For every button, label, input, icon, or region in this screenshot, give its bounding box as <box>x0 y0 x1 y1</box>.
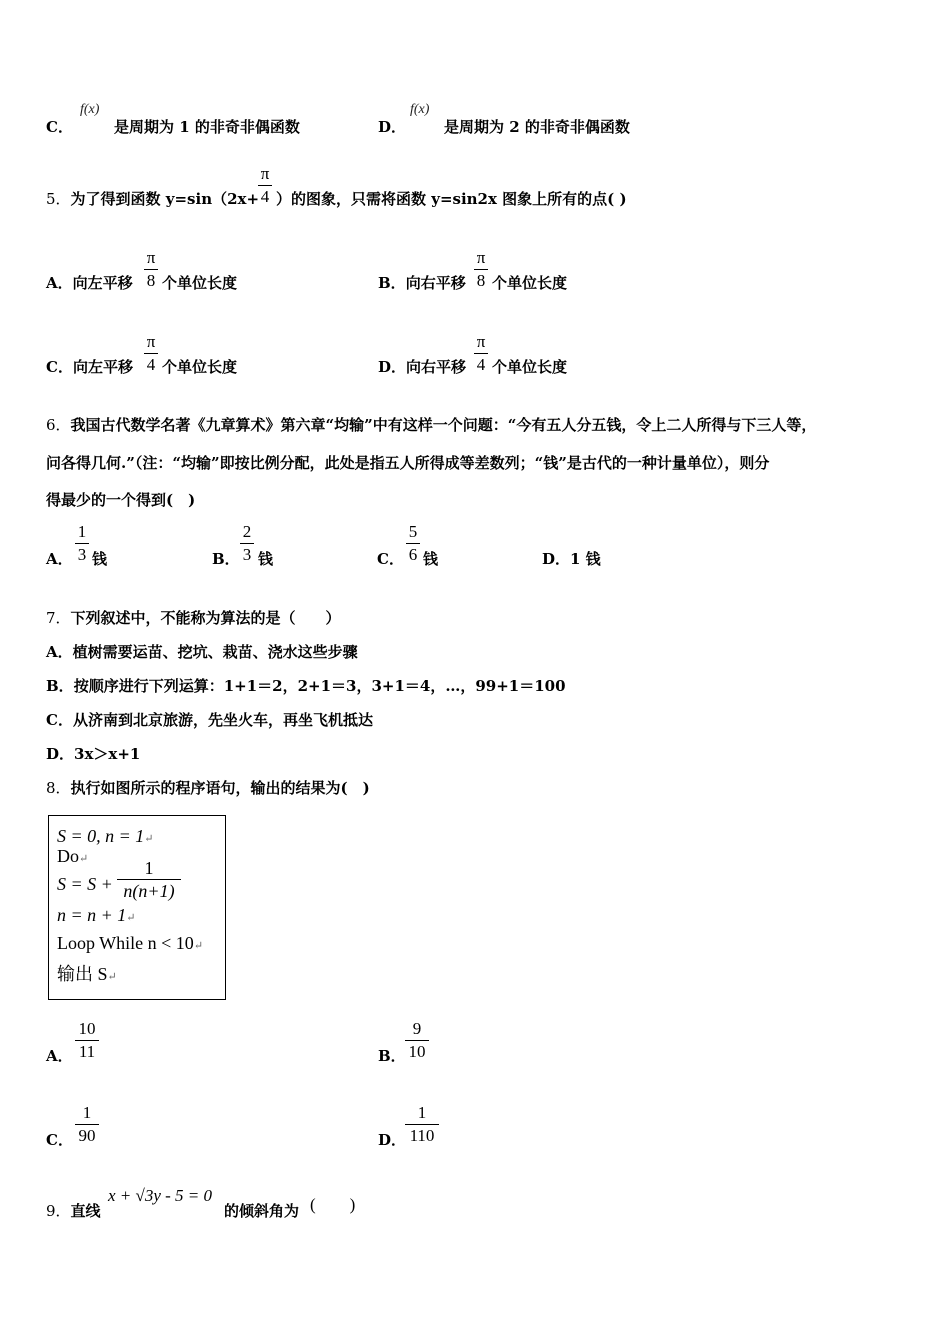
fraction-denominator: 3 <box>242 545 252 564</box>
q8-option-d-fraction <box>405 1103 439 1146</box>
code-line-3: S = S + <box>57 874 113 894</box>
q4-option-c-label: C． <box>46 118 73 136</box>
option-text: 向左平移 <box>72 274 133 292</box>
q8-option-b-fraction <box>405 1019 429 1062</box>
fraction-bar <box>144 269 158 270</box>
fraction-numerator: π <box>476 248 486 267</box>
fraction-denominator: 11 <box>78 1042 96 1061</box>
option-text: 植树需要运苗、挖坑、栽苗、浇水这些步骤 <box>72 643 358 661</box>
fraction-numerator: 9 <box>412 1019 422 1038</box>
q8-option-a-fraction <box>75 1019 99 1062</box>
q4-option-c-function: f(x) <box>80 102 100 117</box>
q9-stem-part-b: 的倾斜角为 <box>224 1202 300 1220</box>
fraction-denominator: 6 <box>408 545 418 564</box>
return-mark-icon: ↵ <box>144 833 154 845</box>
fraction-denominator: 4 <box>476 355 486 374</box>
option-label: D． <box>46 745 75 763</box>
fraction-denominator: 3 <box>77 545 87 564</box>
option-label: D． <box>378 358 407 376</box>
fraction-denominator: 110 <box>409 1126 435 1145</box>
fraction-numerator: 5 <box>408 522 418 541</box>
fraction-denominator: n(n+1) <box>123 881 175 901</box>
q6-option-a-fraction <box>75 522 89 565</box>
q8-stem <box>46 777 370 798</box>
return-mark-icon: ↵ <box>79 853 89 865</box>
q5-option-c <box>46 356 133 377</box>
q6-option-a-label: A． <box>46 550 73 568</box>
fraction-denominator: 4 <box>146 355 156 374</box>
q6-option-b-fraction <box>240 522 254 565</box>
code-line-2-text: Do <box>57 846 79 866</box>
q8-option-b-label: B． <box>378 1047 406 1065</box>
q5-option-c-suffix: 个单位长度 <box>162 358 238 376</box>
fraction-bar <box>474 353 488 354</box>
fraction-bar <box>75 1124 99 1125</box>
option-text: 从济南到北京旅游，先坐火车，再坐飞机抵达 <box>72 711 373 729</box>
option-text: 1 钱 <box>570 550 601 568</box>
q5-stem-part-b: ）的图象，只需将函数 y=sin2x 图象上所有的点( ) <box>276 190 627 208</box>
q6-stem-line1 <box>46 414 816 435</box>
code-line-5 <box>57 933 203 954</box>
q9-equation: x + √3y - 5 = 0 <box>108 1186 213 1205</box>
fraction-bar <box>406 543 420 544</box>
q6-line1-text: 我国古代数学名著《九章算术》第六章“均输”中有这样一个问题：“今有五人分五钱，令上二人所得与下三人等， <box>70 416 817 434</box>
q5-option-b-suffix: 个单位长度 <box>492 274 568 292</box>
q5-option-c-fraction <box>144 332 158 375</box>
q6-option-c-fraction <box>406 522 420 565</box>
q5-number: 5． <box>46 190 71 208</box>
option-label: B． <box>46 677 74 695</box>
q5-option-b <box>378 272 466 293</box>
q9-answer-paren: ( ) <box>310 1195 356 1214</box>
q9-stem-part-a: 直线 <box>70 1202 101 1220</box>
q5-option-b-fraction <box>474 248 488 291</box>
q5-option-d-suffix: 个单位长度 <box>492 358 568 376</box>
fraction-bar <box>117 879 181 880</box>
code-line-4 <box>57 905 136 926</box>
option-text: 按顺序进行下列运算：1+1＝2，2+1＝3，3+1＝4，…，99+1＝100 <box>73 677 566 695</box>
code-line-3-fraction <box>117 858 181 901</box>
q5-stem <box>46 188 259 209</box>
fraction-denominator: 4 <box>260 187 270 206</box>
q9-stem <box>46 1200 101 1221</box>
fraction-denominator: 10 <box>408 1042 426 1061</box>
q4-option-c-text: 是周期为 1 的非奇非偶函数 <box>114 118 300 136</box>
fraction-numerator: 1 <box>417 1103 427 1122</box>
q7-number: 7． <box>46 609 71 627</box>
option-label: A． <box>46 643 73 661</box>
fraction-numerator: 10 <box>78 1019 96 1038</box>
q6-option-c-unit: 钱 <box>423 550 439 568</box>
fraction-numerator: π <box>476 332 486 351</box>
code-line-1 <box>57 826 154 847</box>
fraction-denominator: 8 <box>146 271 156 290</box>
q5-stem-part-a: 为了得到函数 y=sin（2x+ <box>70 190 260 208</box>
code-line-1-text: S = 0, n = 1 <box>57 826 145 846</box>
option-label: A． <box>46 274 73 292</box>
q8-option-d-label: D． <box>378 1131 407 1149</box>
fraction-bar <box>405 1124 439 1125</box>
q5-option-a-fraction <box>144 248 158 291</box>
q5-option-a-suffix: 个单位长度 <box>162 274 238 292</box>
code-line-5-text: Loop While n < 10 <box>57 933 194 953</box>
q6-option-b-label: B． <box>212 550 240 568</box>
q6-stem-line3: 得最少的一个得到( ) <box>46 491 196 509</box>
q6-number: 6． <box>46 416 71 434</box>
q6-option-a-unit: 钱 <box>92 550 108 568</box>
code-line-6 <box>57 960 117 986</box>
fraction-bar <box>240 543 254 544</box>
q7-option-c <box>46 709 373 730</box>
fraction-numerator: 2 <box>242 522 252 541</box>
fraction-bar <box>144 353 158 354</box>
q4-option-d-text: 是周期为 2 的非奇非偶函数 <box>444 118 630 136</box>
option-label: C． <box>46 711 73 729</box>
option-label: C． <box>46 358 73 376</box>
fraction-numerator: π <box>260 164 270 183</box>
fraction-bar <box>474 269 488 270</box>
q5-option-d-fraction <box>474 332 488 375</box>
q8-option-c-label: C． <box>46 1131 73 1149</box>
q5-stem-fraction <box>258 164 272 207</box>
q6-option-d <box>542 548 601 569</box>
q8-program-box <box>48 815 226 1000</box>
fraction-numerator: π <box>146 248 156 267</box>
option-text: 向左平移 <box>72 358 133 376</box>
fraction-numerator: 1 <box>82 1103 92 1122</box>
option-text: 向右平移 <box>405 274 466 292</box>
q6-option-b-unit: 钱 <box>258 550 274 568</box>
q8-option-c-fraction <box>75 1103 99 1146</box>
fraction-numerator: π <box>146 332 156 351</box>
q9-number: 9． <box>46 1202 71 1220</box>
option-text: 3x＞x+1 <box>74 745 141 763</box>
code-line-6-text: 输出 S <box>57 964 108 984</box>
code-line-4-text: n = n + 1 <box>57 905 127 925</box>
option-label: D． <box>542 550 571 568</box>
fraction-numerator: 1 <box>144 858 154 878</box>
return-mark-icon: ↵ <box>126 912 136 924</box>
q8-stem-text: 执行如图所示的程序语句，输出的结果为( ) <box>70 779 370 797</box>
q5-option-a <box>46 272 133 293</box>
fraction-bar <box>75 543 89 544</box>
fraction-bar <box>405 1040 429 1041</box>
q7-option-b <box>46 675 566 696</box>
q7-stem <box>46 607 341 628</box>
q5-option-d <box>378 356 466 377</box>
q4-option-d-function: f(x) <box>410 102 430 117</box>
q7-stem-text: 下列叙述中，不能称为算法的是（ ） <box>70 609 341 627</box>
q4-option-d-label: D． <box>378 118 407 136</box>
fraction-numerator: 1 <box>77 522 87 541</box>
fraction-denominator: 90 <box>78 1126 96 1145</box>
fraction-denominator: 8 <box>476 271 486 290</box>
code-line-2 <box>57 846 88 867</box>
q6-option-c-label: C． <box>377 550 404 568</box>
return-mark-icon: ↵ <box>107 971 117 983</box>
q8-option-a-label: A． <box>46 1047 73 1065</box>
fraction-bar <box>75 1040 99 1041</box>
q7-option-a <box>46 641 358 662</box>
return-mark-icon: ↵ <box>193 940 204 952</box>
q6-stem-line2: 问各得几何.”（注：“均输”即按比例分配，此处是指五人所得成等差数列；“钱”是古代的一种计量单位），则分 <box>46 454 770 472</box>
q7-option-d <box>46 743 140 764</box>
option-text: 向右平移 <box>406 358 467 376</box>
option-label: B． <box>378 274 406 292</box>
q8-number: 8． <box>46 779 71 797</box>
fraction-bar <box>258 185 272 186</box>
